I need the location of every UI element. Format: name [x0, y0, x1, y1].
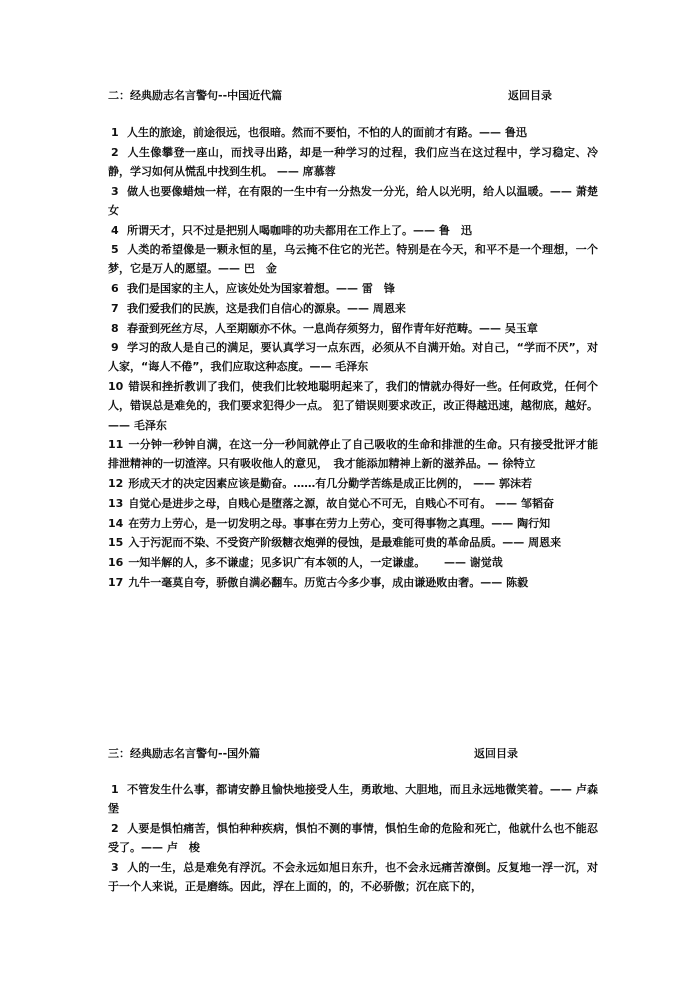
quote-number: 2: [111, 145, 119, 159]
quote-text: 在劳力上劳心，是一切发明之母。事事在劳力上劳心，变可得事物之真理。—— 陶行知: [128, 516, 551, 530]
quote-number: 11: [108, 438, 124, 452]
quote-item: [108, 533, 598, 552]
quote-number: 8: [111, 321, 119, 335]
quote-number: 1: [111, 126, 119, 139]
quote-item: [108, 299, 598, 318]
quote-text: 人的一生，总是难免有浮沉。不会永远如旭日东升，也不会永远痛苦潦倒。反复地一浮一沉，对于一个人来说，正是磨练。因此，浮在上面的，的，不必骄傲；沉在底下的，: [108, 860, 598, 894]
quote-text: 我们爱我们的民族，这是我们自信心的源泉。—— 周恩来: [127, 301, 406, 315]
quote-number: 10: [108, 380, 124, 394]
quote-item: [108, 377, 598, 435]
quote-item: [108, 279, 598, 298]
quote-text: 自觉心是进步之母，自贱心是堕落之源，故自觉心不可无，自贱心不可有。 —— 邹韬奋: [128, 496, 554, 510]
quote-number: 3: [111, 184, 119, 198]
section-title: 二：经典励志名言警句--中国近代篇: [108, 89, 283, 102]
quote-item: [108, 338, 598, 376]
quote-text: 形成天才的决定因素应该是勤奋。……有几分勤学苦练是成正比例的， —— 郭沫若: [128, 477, 532, 491]
quote-number: 17: [108, 575, 124, 589]
quote-item: [108, 553, 598, 572]
quote-text: 一知半解的人，多不谦虚；见多识广有本领的人，一定谦虚。 —— 谢觉哉: [128, 555, 503, 569]
quote-item: [108, 494, 598, 513]
section-header: [108, 86, 598, 106]
quote-text: 春蚕到死丝方尽，人至期颐亦不休。一息尚存须努力，留作青年好范畴。—— 吴玉章: [127, 321, 538, 335]
back-to-contents-link[interactable]: 返回目录: [508, 89, 552, 102]
quote-number: 16: [108, 555, 124, 569]
quote-text: 学习的敌人是自己的满足，要认真学习一点东西，必须从不自满开始。对自己，“学而不厌”，对人家，“诲人不倦”，我们应取这种态度。—— 毛泽东: [108, 341, 598, 374]
quote-number: 4: [111, 223, 119, 237]
quote-number: 5: [111, 243, 119, 257]
quote-number: 6: [111, 282, 119, 296]
quote-text: 做人也要像蜡烛一样，在有限的一生中有一分热发一分光，给人以光明，给人以温暖。—— 萧楚女: [108, 184, 598, 217]
quote-number: 7: [111, 301, 119, 315]
quote-item: [108, 780, 598, 818]
quote-item: [108, 143, 598, 181]
quote-item: [108, 240, 598, 278]
section-title: 三：经典励志名言警句--国外篇: [108, 747, 261, 760]
quote-item: [108, 514, 598, 533]
quote-text: 我们是国家的主人，应该处处为国家着想。—— 雷 锋: [127, 282, 395, 296]
quote-item: [108, 474, 598, 493]
quote-text: 九牛一毫莫自夸，骄傲自满必翻车。历览古今多少事，成由谦逊败由奢。—— 陈毅: [128, 575, 529, 589]
quote-text: 入于污泥而不染、不受资产阶级糖衣炮弹的侵蚀，是最难能可贵的革命品质。—— 周恩来: [128, 536, 562, 550]
quote-text: 所谓天才，只不过是把别人喝咖啡的功夫都用在工作上了。—— 鲁 迅: [127, 223, 472, 237]
back-to-contents-link[interactable]: 返回目录: [474, 747, 518, 760]
quote-item: [108, 182, 598, 220]
quote-item: [108, 221, 598, 240]
quote-number: 2: [111, 821, 119, 835]
quote-number: 12: [108, 477, 124, 491]
quote-item: [108, 573, 598, 592]
quote-number: 13: [108, 496, 124, 510]
quote-list: [108, 780, 598, 896]
quote-text: 人生像攀登一座山，而找寻出路，却是一种学习的过程，我们应当在这过程中，学习稳定、冷静，学习如何从慌乱中找到生机。 —— 席慕蓉: [108, 145, 598, 178]
quote-item: [108, 435, 598, 473]
quote-number: 1: [111, 783, 119, 796]
section-header: [108, 744, 598, 764]
quote-text: 错误和挫折教训了我们，使我们比较地聪明起来了，我们的情就办得好一些。任何政党，任何个人，错误总是难免的，我们要求犯得少一点。 犯了错误则要求改正，改正得越迅速，越彻底，越好。—— 毛泽东: [108, 380, 598, 432]
quote-number: 15: [108, 536, 124, 550]
quote-number: 14: [108, 516, 124, 530]
quote-item: [108, 123, 598, 142]
quote-text: 一分钟一秒钟自满，在这一分一秒间就停止了自己吸收的生命和排泄的生命。只有接受批评才能排泄精神的一切渣滓。只有吸收他人的意见， 我才能添加精神上新的滋养品。— 徐特立: [108, 438, 598, 471]
section-foreign: [108, 744, 598, 897]
quote-item: [108, 819, 598, 857]
quote-text: 不管发生什么事，都请安静且愉快地接受人生，勇敢地、大胆地，而且永远地微笑着。—— 卢森堡: [108, 783, 598, 816]
quote-number: 3: [111, 860, 119, 874]
quote-text: 人要是惧怕痛苦，惧怕种种疾病，惧怕不测的事情，惧怕生命的危险和死亡，他就什么也不能忍受了。—— 卢 梭: [108, 821, 598, 855]
section-chinese-modern: [108, 86, 598, 592]
quote-item: [108, 319, 598, 338]
quote-number: 9: [111, 341, 119, 355]
quote-list: [108, 123, 598, 592]
quote-text: 人类的希望像是一颗永恒的星，乌云掩不住它的光芒。特别是在今天，和平不是一个理想，一个梦，它是万人的愿望。—— 巴 金: [108, 243, 598, 276]
quote-item: [108, 858, 598, 896]
quote-text: 人生的旅途，前途很远，也很暗。然而不要怕，不怕的人的面前才有路。—— 鲁迅: [127, 126, 527, 139]
